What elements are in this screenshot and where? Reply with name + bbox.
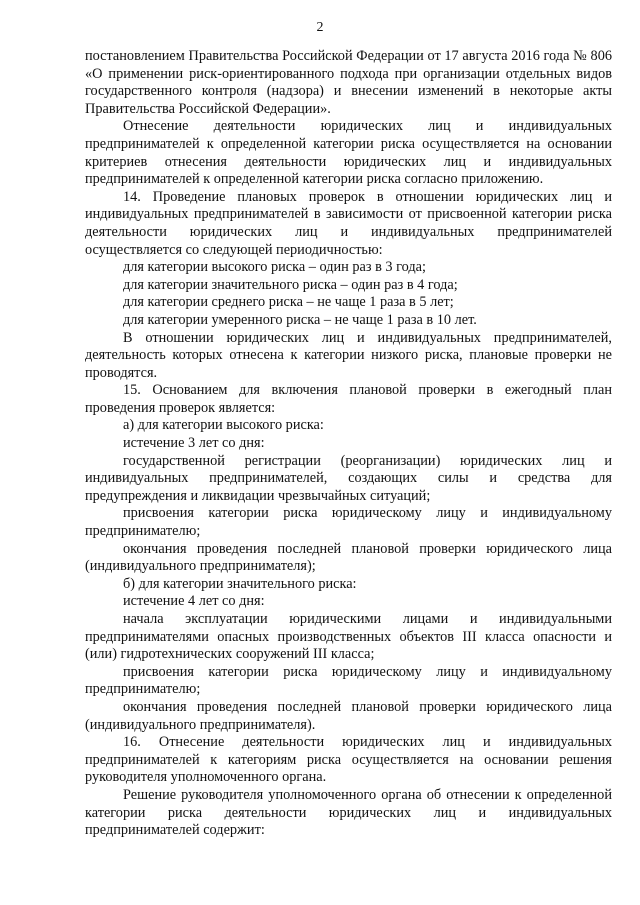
paragraph-decree-reference: постановлением Правительства Российской Федерации от 17 августа 2016 года № 806 «О применении риск-ориентированного подхода при организации отдельных видов государственного контроля (надзора) и внесении изменений в некоторые акты Правительства Российской Федерации».	[85, 48, 612, 117]
list-item-last-inspection-a: окончания проведения последней плановой проверки юридического лица (индивидуального предпринимателя);	[85, 540, 612, 575]
list-item-significant-risk: для категории значительного риска – один раз в 4 года;	[123, 276, 458, 293]
list-item-4-years: истечение 4 лет со дня:	[123, 593, 265, 610]
subheading-a: а) для категории высокого риска:	[123, 417, 324, 434]
list-item-operation-start: начала эксплуатации юридическими лицами и индивидуальными предпринимателями опасных производственных объектов III класса опасности и (или) гидротехнических сооружений III класса;	[85, 611, 612, 663]
list-item-state-registration: государственной регистрации (реорганизации) юридических лиц и индивидуальных предпринимателей, создающих силы и средства для предупреждения и ликвидации чрезвычайных ситуаций;	[85, 452, 612, 504]
paragraph-risk-assignment: Отнесение деятельности юридических лиц и индивидуальных предпринимателей к определенной категории риска осуществляется на основании критериев отнесения деятельности юридических лиц и индивидуальных предпринимателей к определенной категории риска согласно приложению.	[85, 118, 612, 188]
subheading-b: б) для категории значительного риска:	[123, 575, 357, 592]
list-item-category-assignment-b: присвоения категории риска юридическому лицу и индивидуальному предпринимателю;	[85, 663, 612, 698]
paragraph-low-risk: В отношении юридических лиц и индивидуальных предпринимателей, деятельность которых отнесена к категории низкого риска, плановые проверки не проводятся.	[85, 329, 612, 381]
document-body	[85, 48, 612, 840]
paragraph-decision-contents: Решение руководителя уполномоченного органа об отнесении к определенной категории риска деятельности юридических лиц и индивидуальных предпринимателей содержит:	[85, 786, 612, 839]
list-item-category-assignment-a: присвоения категории риска юридическому лицу и индивидуальному предпринимателю;	[85, 505, 612, 540]
paragraph-16: 16. Отнесение деятельности юридических лиц и индивидуальных предпринимателей к категориям риска осуществляется на основании решения руководителя уполномоченного органа.	[85, 734, 612, 786]
page-number: 2	[316, 20, 324, 35]
list-item-last-inspection-b: окончания проведения последней плановой проверки юридического лица (индивидуального предпринимателя).	[85, 698, 612, 733]
list-item-3-years: истечение 3 лет со дня:	[123, 435, 265, 452]
list-item-medium-risk: для категории среднего риска – не чаще 1 раза в 5 лет;	[123, 294, 454, 311]
paragraph-14: 14. Проведение плановых проверок в отношении юридических лиц и индивидуальных предпринимателей в зависимости от присвоенной категории риска деятельности юридических лиц и индивидуальных предпринимателей осуществляется со следующей периодичностью:	[85, 188, 612, 258]
list-item-moderate-risk: для категории умеренного риска – не чаще 1 раза в 10 лет.	[123, 311, 477, 328]
list-item-high-risk: для категории высокого риска – один раз в 3 года;	[123, 259, 426, 276]
paragraph-15: 15. Основанием для включения плановой проверки в ежегодный план проведения проверок является:	[85, 382, 612, 416]
